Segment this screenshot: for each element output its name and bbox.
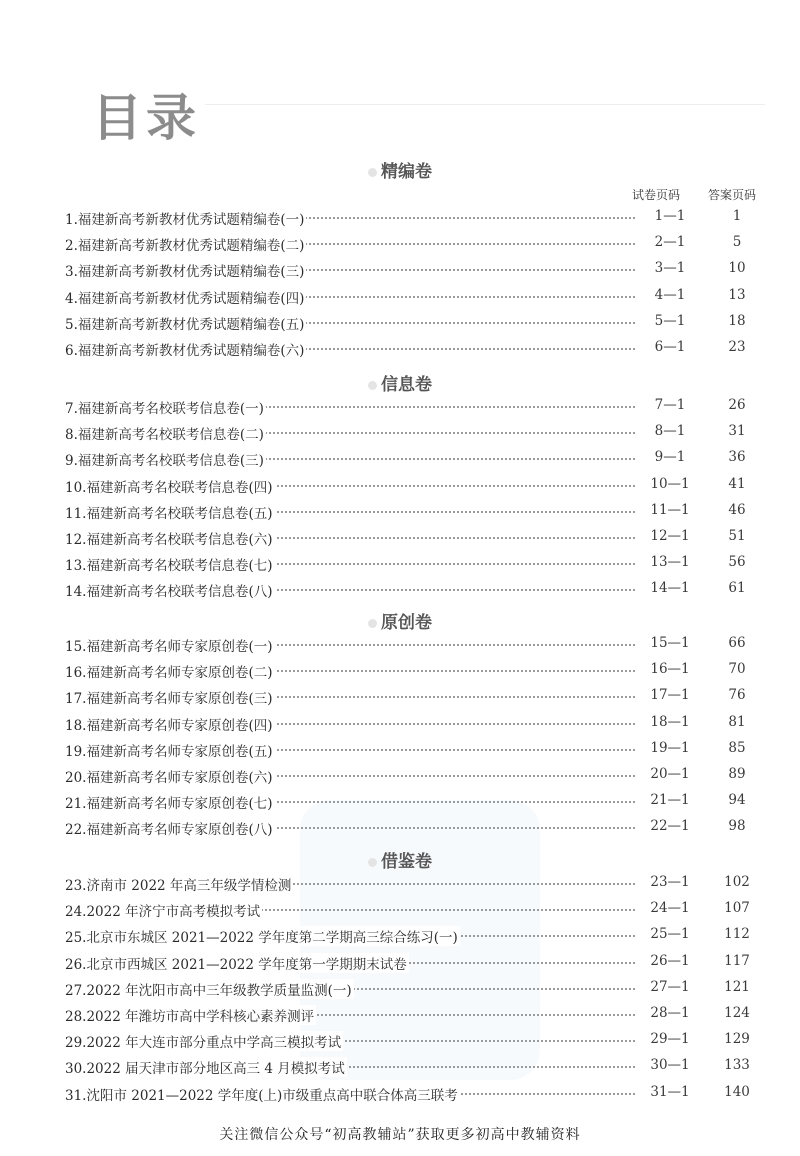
- answer-page-number: 26: [728, 397, 746, 413]
- section-heading: [0, 157, 800, 182]
- entry-title: 25.北京市东城区 2021—2022 学年度第二学期高三综合练习(一): [65, 926, 460, 946]
- test-page-number: 12—1: [645, 528, 695, 544]
- test-page-header: 试卷页码: [632, 188, 681, 202]
- answer-page-number: 121: [724, 978, 750, 995]
- section-title: 借鉴卷: [381, 852, 432, 872]
- answer-page-number: 51: [728, 528, 746, 544]
- test-page-number: 24—1: [645, 900, 695, 916]
- entry-title: 30.2022 届天津市部分地区高三 4 月模拟考试: [65, 1057, 347, 1077]
- section-bullet-icon: [368, 619, 377, 628]
- title-rule: [205, 104, 765, 105]
- test-page-number: 26—1: [645, 953, 695, 969]
- entry-title: 6.福建新高考新教材优秀试题精编卷(六): [65, 339, 306, 359]
- toc-entry[interactable]: [65, 502, 755, 528]
- toc-entry[interactable]: [65, 313, 755, 339]
- entry-title: 20.福建新高考名师专家原创卷(六): [65, 766, 275, 786]
- entry-title: 22.福建新高考名师专家原创卷(八): [65, 818, 275, 838]
- entry-title: 19.福建新高考名师专家原创卷(五): [65, 740, 275, 760]
- answer-page-number: 66: [728, 635, 746, 651]
- answer-page-number: 56: [728, 554, 746, 571]
- entry-title: 5.福建新高考新教材优秀试题精编卷(五): [65, 313, 306, 333]
- answer-page-header: 答案页码: [708, 188, 757, 202]
- entry-title: 21.福建新高考名师专家原创卷(七): [65, 792, 275, 812]
- toc-entry[interactable]: [65, 260, 755, 286]
- test-page-number: 4—1: [645, 287, 695, 303]
- toc-entry[interactable]: [65, 449, 755, 475]
- answer-page-number: 98: [728, 818, 746, 835]
- answer-page-number: 41: [728, 475, 746, 492]
- answer-page-number: 107: [724, 900, 750, 917]
- test-page-number: 11—1: [645, 502, 695, 518]
- test-page-number: 19—1: [645, 740, 695, 756]
- toc-entry[interactable]: [65, 1031, 755, 1057]
- answer-page-number: 94: [728, 792, 746, 809]
- entry-title: 10.福建新高考名校联考信息卷(四): [65, 476, 275, 496]
- entry-title: 18.福建新高考名师专家原创卷(四): [65, 714, 275, 734]
- test-page-number: 8—1: [645, 423, 695, 439]
- test-page-number: 15—1: [645, 635, 695, 651]
- test-page-number: 1—1: [645, 208, 695, 224]
- section-bullet-icon: [368, 381, 377, 390]
- section-heading: [0, 847, 800, 872]
- entry-title: 31.沈阳市 2021—2022 学年度(上)市级重点高中联合体高三联考: [65, 1084, 460, 1104]
- entry-title: 1.福建新高考新教材优秀试题精编卷(一): [65, 208, 306, 228]
- toc-entry[interactable]: [65, 287, 755, 313]
- toc-entry[interactable]: [65, 580, 755, 606]
- entry-title: 24.2022 年济宁市高考模拟考试: [65, 900, 262, 920]
- test-page-number: 30—1: [645, 1057, 695, 1073]
- answer-page-number: 46: [728, 501, 746, 518]
- answer-page-number: 70: [728, 661, 746, 678]
- test-page-number: 16—1: [645, 661, 695, 677]
- answer-page-number: 102: [724, 874, 750, 890]
- test-page-number: 13—1: [645, 554, 695, 570]
- section-bullet-icon: [368, 858, 377, 867]
- test-page-number: 20—1: [645, 766, 695, 782]
- answer-page-number: 89: [728, 766, 746, 782]
- entry-title: 12.福建新高考名校联考信息卷(六): [65, 528, 275, 548]
- entry-title: 17.福建新高考名师专家原创卷(三): [65, 687, 275, 707]
- toc-entry[interactable]: [65, 900, 755, 926]
- entry-title: 28.2022 年潍坊市高中学科核心素养测评: [65, 1005, 316, 1025]
- entry-title: 11.福建新高考名校联考信息卷(五): [65, 502, 275, 522]
- answer-page-number: 5: [732, 234, 742, 251]
- section-title: 原创卷: [381, 613, 432, 633]
- answer-page-number: 129: [724, 1031, 750, 1048]
- toc-entry[interactable]: [65, 234, 755, 260]
- answer-page-number: 133: [724, 1057, 750, 1074]
- test-page-number: 6—1: [645, 339, 695, 355]
- toc-entry[interactable]: [65, 874, 755, 900]
- entry-title: 13.福建新高考名校联考信息卷(七): [65, 554, 275, 574]
- test-page-number: 3—1: [645, 260, 695, 276]
- entry-title: 9.福建新高考名校联考信息卷(三): [65, 449, 266, 469]
- test-page-number: 27—1: [645, 979, 695, 995]
- toc-entry[interactable]: [65, 528, 755, 554]
- section-title: 精编卷: [381, 162, 432, 182]
- toc-entry[interactable]: [65, 818, 755, 844]
- entry-title: 15.福建新高考名师专家原创卷(一): [65, 635, 275, 655]
- toc-entry[interactable]: [65, 554, 755, 580]
- entry-title: 27.2022 年沈阳市高中三年级教学质量监测(一): [65, 979, 354, 999]
- entry-title: 14.福建新高考名校联考信息卷(八): [65, 580, 275, 600]
- entry-title: 26.北京市西城区 2021—2022 学年度第一学期期末试卷: [65, 953, 409, 973]
- toc-entry[interactable]: [65, 1005, 755, 1031]
- answer-page-number: 23: [728, 339, 746, 355]
- entry-title: 16.福建新高考名师专家原创卷(二): [65, 661, 275, 681]
- toc-entry[interactable]: [65, 1057, 755, 1083]
- section-heading: [0, 608, 800, 633]
- answer-page-number: 81: [728, 713, 746, 730]
- toc-entry[interactable]: [65, 740, 755, 766]
- entry-title: 8.福建新高考名校联考信息卷(二): [65, 423, 266, 443]
- toc-entry[interactable]: [65, 635, 755, 661]
- answer-page-number: 85: [728, 739, 746, 756]
- footer-note: 关注微信公众号“初高教辅站”获取更多初高中教辅资料: [219, 1127, 581, 1143]
- answer-page-number: 117: [724, 952, 750, 969]
- test-page-number: 21—1: [645, 792, 695, 808]
- test-page-number: 29—1: [645, 1031, 695, 1047]
- section-bullet-icon: [368, 168, 377, 177]
- test-page-number: 23—1: [645, 874, 695, 890]
- toc-entry[interactable]: [65, 339, 755, 365]
- entry-title: 29.2022 年大连市部分重点中学高三模拟考试: [65, 1031, 343, 1051]
- answer-page-number: 112: [724, 926, 750, 943]
- section-heading: [0, 370, 800, 395]
- entry-title: 23.济南市 2022 年高三年级学情检测: [65, 874, 293, 894]
- toc-entry[interactable]: [65, 476, 755, 502]
- toc-entry[interactable]: [65, 979, 755, 1005]
- toc-entry[interactable]: [65, 792, 755, 818]
- test-page-number: 5—1: [645, 313, 695, 329]
- entry-title: 2.福建新高考新教材优秀试题精编卷(二): [65, 234, 306, 254]
- answer-page-number: 124: [724, 1005, 750, 1021]
- test-page-number: 10—1: [645, 476, 695, 492]
- entry-title: 7.福建新高考名校联考信息卷(一): [65, 397, 266, 417]
- toc-entry[interactable]: [65, 661, 755, 687]
- test-page-number: 25—1: [645, 926, 695, 942]
- test-page-number: 14—1: [645, 580, 695, 596]
- test-page-number: 7—1: [645, 397, 695, 413]
- section-title: 信息卷: [381, 375, 432, 395]
- test-page-number: 9—1: [645, 449, 695, 465]
- answer-page-number: 10: [728, 260, 746, 277]
- toc-entry[interactable]: [65, 397, 755, 423]
- entry-title: 3.福建新高考新教材优秀试题精编卷(三): [65, 260, 306, 280]
- toc-entry[interactable]: [65, 714, 755, 740]
- answer-page-number: 61: [728, 580, 746, 597]
- answer-page-number: 140: [724, 1083, 750, 1100]
- toc-entry[interactable]: [65, 687, 755, 713]
- answer-page-number: 13: [728, 286, 746, 303]
- answer-page-number: 31: [728, 423, 746, 440]
- answer-page-number: 18: [728, 312, 746, 329]
- toc-entry[interactable]: [65, 208, 755, 234]
- test-page-number: 18—1: [645, 714, 695, 730]
- page-title: 目录: [92, 89, 200, 147]
- test-page-number: 2—1: [645, 234, 695, 250]
- toc-entry[interactable]: [65, 953, 755, 979]
- test-page-number: 28—1: [645, 1005, 695, 1021]
- test-page-number: 31—1: [645, 1084, 695, 1100]
- answer-page-number: 76: [728, 687, 746, 704]
- test-page-number: 22—1: [645, 818, 695, 834]
- answer-page-number: 36: [728, 449, 746, 466]
- test-page-number: 17—1: [645, 687, 695, 703]
- toc-entry[interactable]: [65, 766, 755, 792]
- answer-page-number: 1: [732, 208, 742, 224]
- toc-entry[interactable]: [65, 1084, 755, 1110]
- toc-entry[interactable]: [65, 926, 755, 952]
- entry-title: 4.福建新高考新教材优秀试题精编卷(四): [65, 287, 306, 307]
- toc-entry[interactable]: [65, 423, 755, 449]
